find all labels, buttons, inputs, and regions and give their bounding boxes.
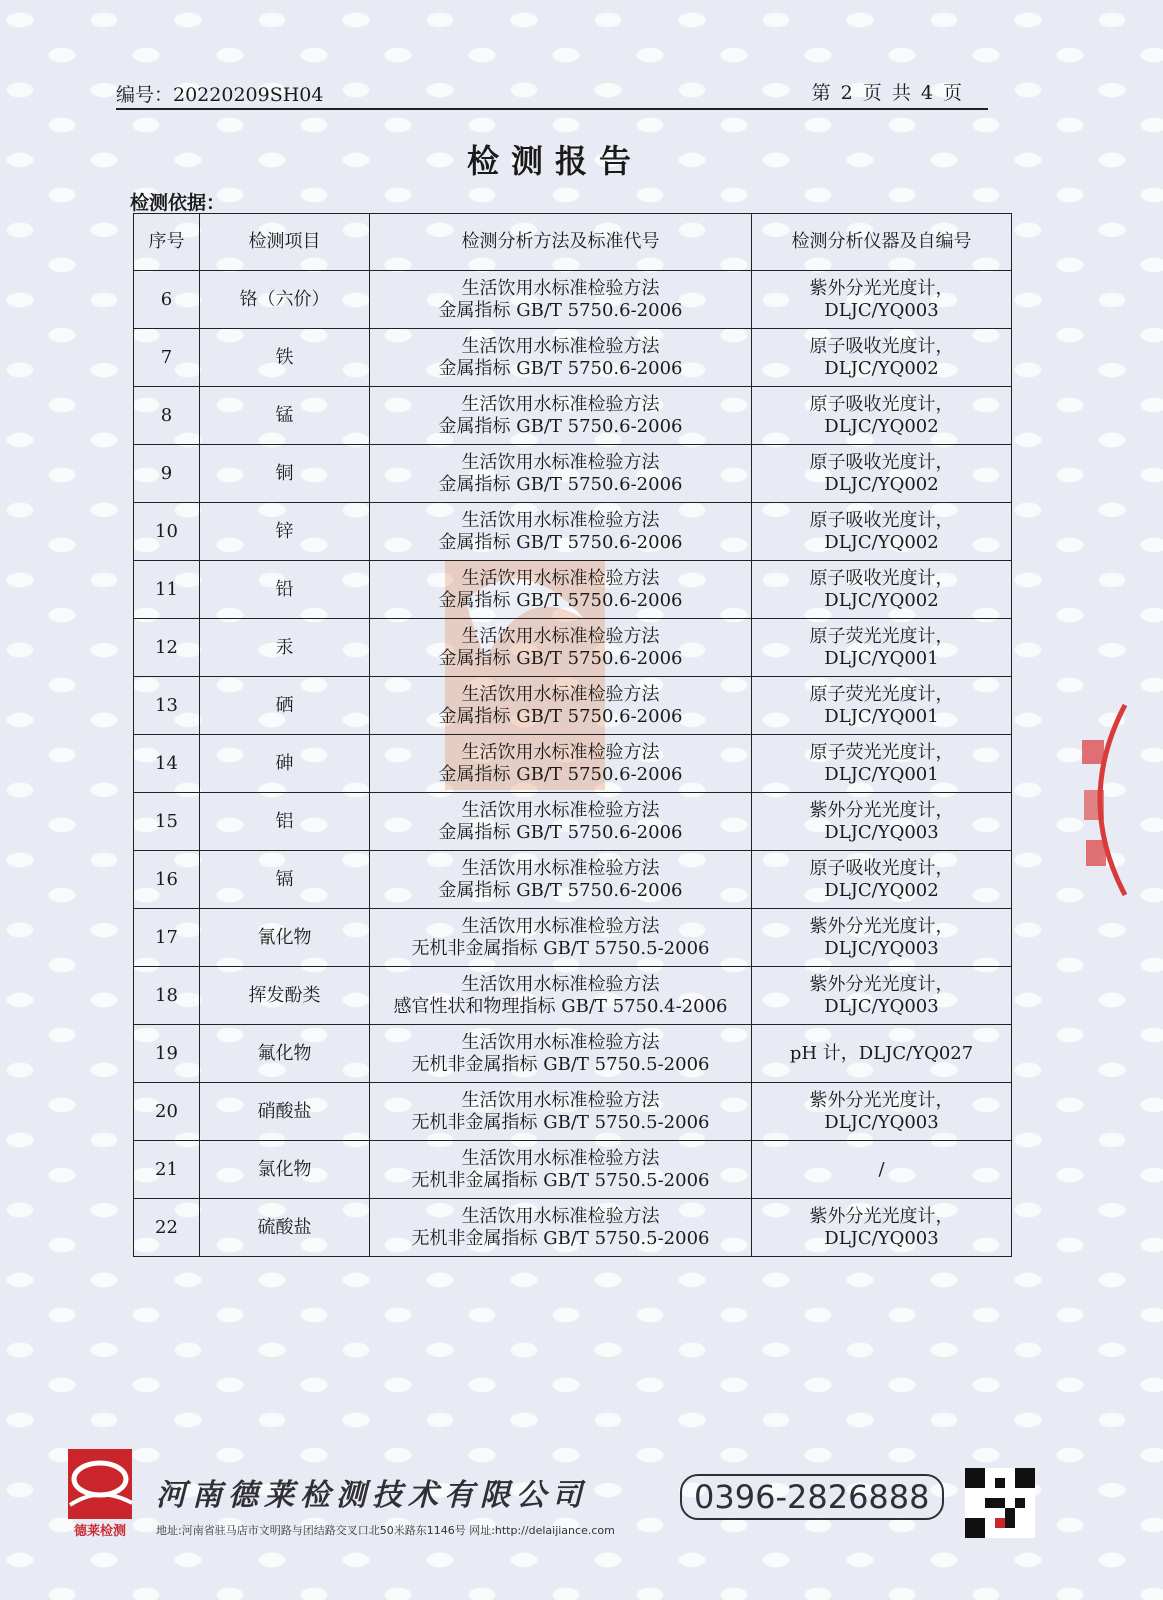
table-row [134,329,1012,387]
instrument-line: 原子荧光光度计， [809,683,954,705]
instrument-line: DLJC/YQ002 [824,415,939,437]
instrument-line: pH 计，DLJC/YQ027 [789,1042,974,1064]
row-instrument [752,503,1012,561]
method-line: 生活饮用水标准检验方法 [461,799,660,821]
method-line: 无机非金属指标 GB/T 5750.5-2006 [411,1169,710,1191]
table-row [134,561,1012,619]
instrument-line: 原子吸收光度计， [809,509,954,531]
company-phone: 0396-2826888 [680,1474,944,1520]
row-item: 氟化物 [200,1025,370,1083]
row-number: 21 [134,1141,200,1199]
row-instrument [752,1083,1012,1141]
method-line: 生活饮用水标准检验方法 [461,741,660,763]
instrument-line: DLJC/YQ002 [824,473,939,495]
instrument-line: 紫外分光光度计， [809,799,954,821]
row-method [370,735,752,793]
row-method [370,1083,752,1141]
method-line: 金属指标 GB/T 5750.6-2006 [438,531,683,553]
instrument-line: DLJC/YQ003 [824,995,939,1017]
logo-caption: 德莱检测 [73,1524,126,1539]
method-line: 感官性状和物理指标 GB/T 5750.4-2006 [393,995,728,1017]
report-title: 检测报告 [466,142,643,180]
row-number: 17 [134,909,200,967]
row-instrument [752,1025,1012,1083]
header-item: 检测项目 [200,214,370,271]
instrument-line: 原子吸收光度计， [809,393,954,415]
instrument-line: 紫外分光光度计， [809,915,954,937]
table-row [134,1083,1012,1141]
row-item: 铅 [200,561,370,619]
row-item: 铝 [200,793,370,851]
company-logo-icon [60,1440,140,1530]
table-row [134,851,1012,909]
method-line: 生活饮用水标准检验方法 [461,451,660,473]
method-line: 生活饮用水标准检验方法 [461,973,660,995]
row-instrument [752,329,1012,387]
row-item: 铁 [200,329,370,387]
method-line: 金属指标 GB/T 5750.6-2006 [438,821,683,843]
row-method [370,909,752,967]
method-line: 金属指标 GB/T 5750.6-2006 [438,299,683,321]
row-instrument [752,271,1012,329]
instrument-line: 紫外分光光度计， [809,277,954,299]
company-address: 地址:河南省驻马店市文明路与团结路交叉口北50米路东1146号 网址:http://delaijiance.com [156,1524,615,1537]
footer [60,1440,1060,1550]
row-instrument [752,1199,1012,1257]
method-line: 生活饮用水标准检验方法 [461,393,660,415]
method-line: 生活饮用水标准检验方法 [461,625,660,647]
method-line: 金属指标 GB/T 5750.6-2006 [438,705,683,727]
table-row [134,677,1012,735]
instrument-line: 紫外分光光度计， [809,1205,954,1227]
header-instrument: 检测分析仪器及自编号 [752,214,1012,271]
row-number: 9 [134,445,200,503]
row-number: 8 [134,387,200,445]
method-line: 生活饮用水标准检验方法 [461,915,660,937]
method-line: 生活饮用水标准检验方法 [461,857,660,879]
row-method [370,793,752,851]
table-row [134,271,1012,329]
instrument-line: DLJC/YQ003 [824,937,939,959]
table-row [134,735,1012,793]
row-item: 铬（六价） [200,271,370,329]
qr-code-icon [965,1468,1035,1538]
table-row [134,445,1012,503]
instrument-line: DLJC/YQ002 [824,357,939,379]
method-line: 金属指标 GB/T 5750.6-2006 [438,589,683,611]
row-method [370,967,752,1025]
instrument-line: 原子吸收光度计， [809,567,954,589]
row-instrument [752,1141,1012,1199]
method-line: 生活饮用水标准检验方法 [461,277,660,299]
method-line: 金属指标 GB/T 5750.6-2006 [438,879,683,901]
basis-label: 检测依据： [130,192,226,214]
row-item: 锰 [200,387,370,445]
method-line: 生活饮用水标准检验方法 [461,509,660,531]
instrument-line: DLJC/YQ002 [824,589,939,611]
method-line: 无机非金属指标 GB/T 5750.5-2006 [411,1111,710,1133]
row-number: 20 [134,1083,200,1141]
row-instrument [752,445,1012,503]
instrument-line: DLJC/YQ003 [824,1227,939,1249]
table-row [134,1141,1012,1199]
row-item: 氯化物 [200,1141,370,1199]
row-item: 锌 [200,503,370,561]
method-line: 生活饮用水标准检验方法 [461,1089,660,1111]
instrument-line: / [878,1158,885,1180]
instrument-line: DLJC/YQ002 [824,879,939,901]
row-method [370,387,752,445]
page-number: 第 2 页 共 4 页 [811,82,964,104]
row-item: 汞 [200,619,370,677]
row-method [370,1141,752,1199]
row-method [370,445,752,503]
row-instrument [752,909,1012,967]
row-item: 铜 [200,445,370,503]
method-line: 无机非金属指标 GB/T 5750.5-2006 [411,937,710,959]
report-number: 编号：20220209SH04 [116,84,324,106]
row-number: 7 [134,329,200,387]
table-row [134,1025,1012,1083]
method-line: 生活饮用水标准检验方法 [461,567,660,589]
method-line: 生活饮用水标准检验方法 [461,683,660,705]
row-method [370,619,752,677]
row-instrument [752,561,1012,619]
table-row [134,619,1012,677]
instrument-line: DLJC/YQ003 [824,821,939,843]
table-header-row [134,214,1012,271]
instrument-line: DLJC/YQ001 [824,705,939,727]
method-line: 金属指标 GB/T 5750.6-2006 [438,473,683,495]
row-instrument [752,619,1012,677]
instrument-line: 原子荧光光度计， [809,625,954,647]
method-line: 金属指标 GB/T 5750.6-2006 [438,647,683,669]
table-row [134,387,1012,445]
row-number: 22 [134,1199,200,1257]
company-name: 河南德莱检测技术有限公司 [156,1478,588,1513]
method-line: 金属指标 GB/T 5750.6-2006 [438,415,683,437]
row-number: 14 [134,735,200,793]
instrument-line: DLJC/YQ002 [824,531,939,553]
method-line: 生活饮用水标准检验方法 [461,335,660,357]
report-header [116,78,988,110]
row-number: 6 [134,271,200,329]
row-number: 10 [134,503,200,561]
header-method: 检测分析方法及标准代号 [370,214,752,271]
row-number: 18 [134,967,200,1025]
row-method [370,1025,752,1083]
row-number: 19 [134,1025,200,1083]
table-body [134,271,1012,1257]
row-instrument [752,735,1012,793]
row-instrument [752,851,1012,909]
row-instrument [752,677,1012,735]
instrument-line: DLJC/YQ001 [824,647,939,669]
method-line: 生活饮用水标准检验方法 [461,1147,660,1169]
instrument-line: DLJC/YQ003 [824,1111,939,1133]
row-item: 镉 [200,851,370,909]
method-line: 无机非金属指标 GB/T 5750.5-2006 [411,1053,710,1075]
row-method [370,561,752,619]
row-item: 氰化物 [200,909,370,967]
basis-table [133,213,1012,1257]
instrument-line: 紫外分光光度计， [809,1089,954,1111]
instrument-line: 原子吸收光度计， [809,857,954,879]
table-row [134,967,1012,1025]
header-no: 序号 [134,214,200,271]
method-line: 生活饮用水标准检验方法 [461,1205,660,1227]
method-line: 金属指标 GB/T 5750.6-2006 [438,763,683,785]
instrument-line: DLJC/YQ003 [824,299,939,321]
row-number: 15 [134,793,200,851]
row-instrument [752,387,1012,445]
row-number: 11 [134,561,200,619]
instrument-line: 原子吸收光度计， [809,451,954,473]
row-method [370,851,752,909]
row-number: 12 [134,619,200,677]
row-item: 砷 [200,735,370,793]
row-number: 16 [134,851,200,909]
table-row [134,503,1012,561]
row-item: 硫酸盐 [200,1199,370,1257]
row-method [370,1199,752,1257]
row-number: 13 [134,677,200,735]
method-line: 无机非金属指标 GB/T 5750.5-2006 [411,1227,710,1249]
row-item: 挥发酚类 [200,967,370,1025]
row-method [370,329,752,387]
row-method [370,677,752,735]
instrument-line: DLJC/YQ001 [824,763,939,785]
instrument-line: 紫外分光光度计， [809,973,954,995]
table-row [134,1199,1012,1257]
red-seal-stamp-icon [1070,700,1130,900]
row-instrument [752,967,1012,1025]
method-line: 生活饮用水标准检验方法 [461,1031,660,1053]
row-item: 硝酸盐 [200,1083,370,1141]
row-item: 硒 [200,677,370,735]
table-row [134,909,1012,967]
table-row [134,793,1012,851]
row-method [370,503,752,561]
row-instrument [752,793,1012,851]
row-method [370,271,752,329]
instrument-line: 原子荧光光度计， [809,741,954,763]
instrument-line: 原子吸收光度计， [809,335,954,357]
method-line: 金属指标 GB/T 5750.6-2006 [438,357,683,379]
